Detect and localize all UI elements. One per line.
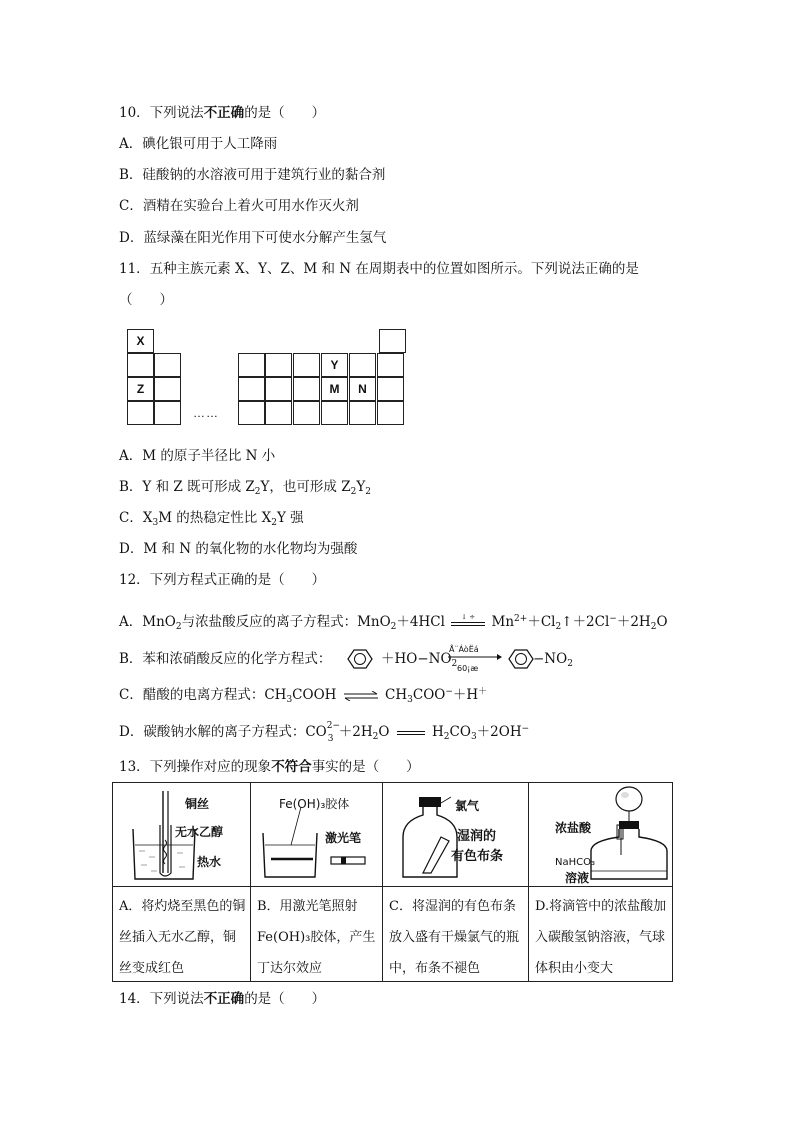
q11-option-c: C．$X_3M$ 的热稳定性比 $X_2Y$ 强 (119, 510, 304, 528)
ellipsis-dots: …… (193, 406, 219, 420)
label-copper-wire: 铜丝 (185, 797, 210, 811)
cell-empty (379, 329, 406, 353)
cell-empty (377, 401, 404, 425)
benzene-ring-icon (342, 648, 378, 670)
q12-option-d: D．碳酸钠水解的离子方程式：CO 2− 3 $+2H_2O$ $H_2CO_3+2OH^-$ (119, 721, 530, 744)
dropper-balloon-bottle-icon (531, 785, 671, 885)
cell-empty (154, 353, 181, 377)
q12-stem: 12．下列方程式正确的是（ ） (119, 572, 326, 588)
cell-empty (265, 377, 292, 401)
q12-b-arrow-top: Å¨ÁòËá (449, 645, 479, 654)
equilibrium-arrow-heat: ↓ ÷ (449, 616, 487, 630)
cell-empty (238, 377, 265, 401)
label-anhydrous-ethanol: 无水乙醇 (175, 825, 224, 839)
cell-empty (265, 401, 292, 425)
cell-empty (377, 377, 404, 401)
cell-empty (265, 353, 292, 377)
cell-m: M (321, 377, 348, 401)
cell-y: Y (321, 353, 348, 377)
q12-option-c: C．醋酸的电离方程式：$CH_3COOH$ $CH_3COO^-+H^+$ (119, 687, 488, 705)
experiment-col-c (383, 783, 529, 981)
label-moist: 湿润的 (457, 829, 497, 844)
cell-empty (377, 353, 404, 377)
experiment-col-d (529, 783, 674, 981)
reversible-arrow-icon (341, 691, 381, 701)
equals-sign-icon (394, 728, 428, 738)
caption-c: C．将湿润的有色布条放入盛有干燥氯气的瓶中，布条不褪色 (389, 899, 520, 976)
q12-option-b: B．苯和浓硝酸反应的化学方程式： (119, 651, 332, 667)
label-laser-pointer: 激光笔 (325, 831, 362, 845)
cell-empty (293, 353, 320, 377)
q13-stem: 13．下列操作对应的现象不符合事实的是（ ） (119, 759, 420, 775)
cell-empty (321, 401, 348, 425)
caption-a: A．将灼烧至黑色的铜丝插入无水乙醇，铜丝变成红色 (119, 899, 246, 976)
cell-empty (127, 353, 154, 377)
label-ferric-hydroxide-colloid: Fe(OH)₃胶体 (279, 797, 350, 811)
label-conc-hcl: 浓盐酸 (555, 821, 592, 835)
label-nahco3: NaHCO₃ (555, 857, 595, 868)
cell-empty (154, 377, 181, 401)
q12-b-product: $-NO_2$ (533, 651, 573, 669)
q11-option-a: A．M 的原子半径比 N 小 (119, 448, 276, 464)
cell-empty (127, 401, 154, 425)
q11-stem: 11．五种主族元素 X、Y、Z、M 和 N 在周期表中的位置如图所示。下列说法正确的是 (119, 261, 639, 277)
label-chlorine: 氯气 (455, 799, 480, 813)
cell-x: X (127, 329, 154, 353)
cell-z: Z (127, 377, 154, 401)
q10-option-d: D．蓝绿藻在阳光作用下可使水分解产生氢气 (119, 230, 387, 246)
cell-empty (238, 353, 265, 377)
q14-stem: 14．下列说法不正确的是（ ） (119, 991, 326, 1007)
cell-empty (154, 401, 181, 425)
caption-d: D.将滴管中的浓盐酸加入碳酸氢钠溶液，气球体积由小变大 (535, 899, 667, 976)
q10-option-b: B．硅酸钠的水溶液可用于建筑行业的黏合剂 (119, 167, 386, 183)
q12-option-a: A．MnO$_2$与浓盐酸反应的离子方程式：MnO$_2$＋4HCl ↓ ÷ $Mn^{2+}+Cl_2↑+2Cl^-+2H_2O$ (119, 612, 668, 632)
q12-b-reagent: $+HO-NO_2$ (381, 651, 458, 669)
cell-empty (293, 401, 320, 425)
periodic-table-fragment (127, 329, 407, 429)
label-colored-cloth: 有色布条 (451, 849, 504, 864)
label-solution: 溶液 (565, 871, 590, 885)
q11-option-b: B．Y 和 Z 既可形成 $Z_2Y$，也可形成 $Z_2Y_2$ (119, 479, 371, 497)
experiment-col-b (251, 783, 383, 981)
q10-option-a: A．碘化银可用于人工降雨 (119, 136, 278, 152)
experiment-table (112, 782, 673, 982)
q10-option-c: C．酒精在实验台上着火可用水作灭火剂 (119, 198, 359, 214)
cell-empty (293, 377, 320, 401)
q10-stem: 10．下列说法不正确的是（ ） (119, 105, 326, 121)
cell-empty (349, 401, 376, 425)
caption-b: B．用激光笔照射Fe(OH)₃胶体，产生丁达尔效应 (257, 899, 376, 976)
label-hot-water: 热水 (197, 855, 222, 869)
experiment-col-a (113, 783, 251, 981)
cell-n: N (349, 377, 376, 401)
q11-stem-parens: （ ） (119, 292, 173, 308)
cell-empty (349, 353, 376, 377)
q12-b-arrow-bottom: 60¡æ (457, 664, 479, 673)
q11-option-d: D．M 和 N 的氧化物的水化物均为强酸 (119, 541, 358, 557)
cell-empty (238, 401, 265, 425)
